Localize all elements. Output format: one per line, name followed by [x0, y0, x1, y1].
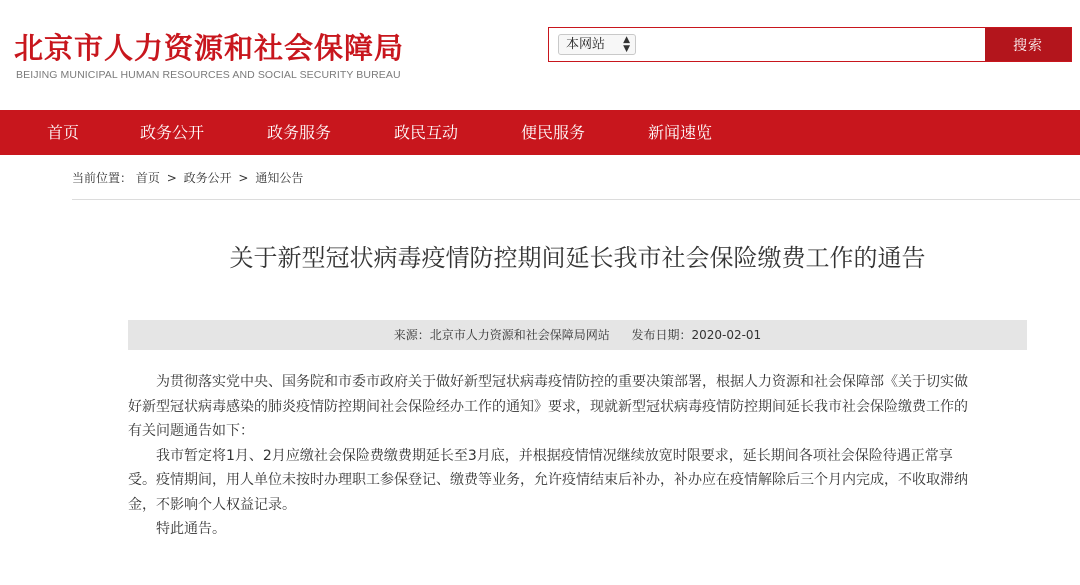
- article-text-line: 金，不影响个人权益记录。: [128, 496, 296, 513]
- article-text-line: 我市暂定将1月、2月应缴社会保险费缴费期延长至3月底，并根据疫情情况继续放宽时限要求，延长期间各项社会保险待遇正常享: [156, 447, 953, 464]
- nav-item-government-services[interactable]: 政务服务: [267, 123, 332, 142]
- nav-item-government-affairs-public[interactable]: 政务公开: [140, 123, 205, 142]
- article-body: [128, 370, 1033, 542]
- article-text-line: 好新型冠状病毒感染的肺炎疫情防控期间社会保险经办工作的通知》要求，现就新型冠状病毒疫情防控期间延长我市社会保险缴费工作的: [128, 398, 968, 415]
- article-source: 来源：北京市人力资源和社会保障局网站: [393, 328, 610, 342]
- site-header: [0, 0, 1080, 110]
- breadcrumb-prefix: 当前位置：: [72, 171, 133, 185]
- nav-item-public-interaction[interactable]: 政民互动: [394, 123, 459, 142]
- site-logo-chinese[interactable]: 北京市人力资源和社会保障局: [14, 31, 405, 65]
- main-nav: [0, 110, 1080, 155]
- breadcrumb-link-home[interactable]: 首页: [135, 171, 160, 185]
- article-text-line: 有关问题通告如下：: [128, 423, 254, 439]
- nav-item-news[interactable]: 新闻速览: [648, 123, 713, 142]
- article-date: 发布日期：2020-02-01: [631, 328, 762, 342]
- nav-item-home[interactable]: 首页: [47, 123, 80, 142]
- breadcrumb-divider: [72, 199, 1080, 200]
- article-text-line: 受。疫情期间，用人单位未按时办理职工参保登记、缴费等业务，允许疫情结束后补办，补办应在疫情解除后三个月内完成，不收取滞纳: [128, 472, 968, 488]
- breadcrumb: [72, 169, 303, 186]
- search-scope-value: 本网站: [566, 37, 606, 52]
- breadcrumb-link-notices[interactable]: 通知公告: [255, 171, 304, 185]
- search-box: [548, 27, 1072, 62]
- search-scope-select[interactable]: [558, 34, 636, 55]
- article-title: 关于新型冠状病毒疫情防控期间延长我市社会保险缴费工作的通告: [229, 244, 926, 272]
- breadcrumb-link-government-affairs-public[interactable]: 政务公开: [183, 171, 232, 185]
- select-arrows-icon: ▲ ▼: [623, 35, 630, 54]
- search-input[interactable]: [641, 32, 981, 57]
- article-text-line: 特此通告。: [156, 521, 226, 537]
- search-button[interactable]: 搜索: [985, 28, 1071, 61]
- nav-item-convenience-services[interactable]: 便民服务: [521, 123, 586, 142]
- article-meta-bar: [128, 320, 1027, 350]
- article-text-line: 为贯彻落实党中央、国务院和市委市政府关于做好新型冠状病毒疫情防控的重要决策部署，根据人力资源和社会保障部《关于切实做: [156, 374, 968, 390]
- breadcrumb-separator: >: [166, 171, 177, 185]
- site-logo-english: BEIJING MUNICIPAL HUMAN RESOURCES AND SOCIAL SECURITY BUREAU: [16, 69, 401, 81]
- breadcrumb-separator: >: [238, 171, 249, 185]
